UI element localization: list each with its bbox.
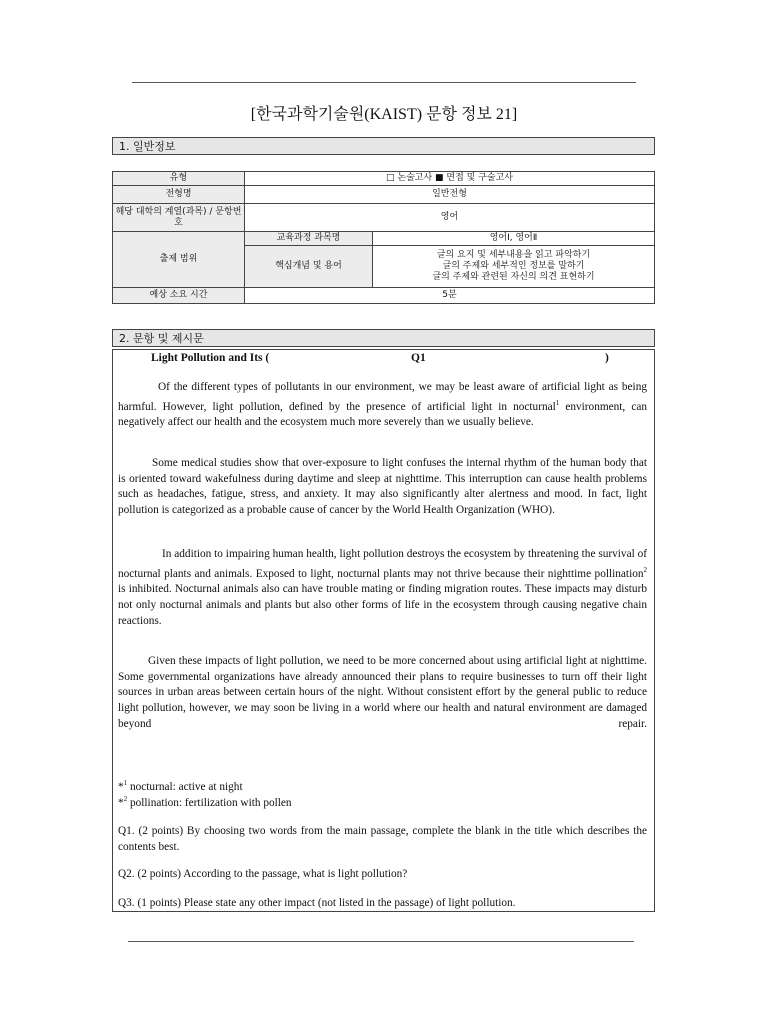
section-general-info: 1. 일반정보: [112, 137, 655, 155]
track-value: 일반전형: [245, 186, 655, 204]
track-label: 전형명: [113, 186, 245, 204]
scope-label: 출제 범위: [113, 232, 245, 288]
footnote-2-text: pollination: fertilization with pollen: [127, 796, 292, 809]
passage-title: [151, 352, 611, 364]
concepts-label: 핵심개념 및 용어: [245, 246, 373, 288]
footnote-1-text: nocturnal: active at night: [127, 780, 243, 793]
curriculum-label: 교육과정 과목명: [245, 232, 373, 246]
section-question-passage: 2. 문항 및 제시문: [112, 329, 655, 347]
concept-line: 글의 주제와 관련된 자신의 의견 표현하기: [432, 272, 595, 282]
footnote-1-sup: 1: [123, 779, 128, 787]
curriculum-value: 영어Ⅰ, 영어Ⅱ: [373, 232, 655, 246]
subject-label: 해당 대학의 계열(과목) / 문항번호: [113, 204, 245, 232]
footnote-ref-2: 2: [643, 565, 647, 574]
top-rule: [132, 82, 636, 83]
info-table: [112, 171, 655, 304]
question-1: Q1. (2 points) By choosing two words from the main passage, complete the blank in the title which describes the contents best.: [118, 825, 647, 853]
footnote-1-mark: *: [118, 780, 124, 793]
paragraph-3-rest: is inhibited. Nocturnal animals also can have trouble mating or finding migration routes. These impacts may disturb not only nocturnal animals and plants but also other forms of life in the ecosystem through causing negative chain reactions.: [118, 583, 647, 627]
footnote-ref-1: 1: [555, 398, 560, 407]
time-value: 5분: [245, 288, 655, 304]
question-2: Q2. (2 points) According to the passage, what is light pollution?: [118, 868, 408, 880]
paragraph-3: [118, 547, 647, 629]
title-close-paren: ): [605, 352, 609, 364]
time-label: 예상 소요 시간: [113, 288, 245, 304]
paragraph-1: [118, 380, 647, 431]
footnote-2-mark: *: [118, 796, 124, 809]
paragraph-3-text: In addition to impairing human health, light pollution destroys the ecosystem by threatening the survival of nocturnal plants and animals. Exposed to light, nocturnal plants may not thrive because their nighttime pollination: [118, 548, 647, 580]
concept-line: 글의 주제와 세부적인 정보를 말하기: [442, 261, 585, 271]
bottom-rule: [128, 941, 634, 942]
type-label: 유형: [113, 172, 245, 186]
concepts-value: [373, 246, 655, 288]
concept-line: 글의 요지 및 세부내용을 읽고 파악하기: [436, 250, 591, 260]
paragraph-1-text: Of the different types of pollutants in our environment, we may be least aware of artificial light as being harmful. However, light pollution, defined by the presence of artificial light in nocturnal: [118, 381, 647, 413]
paragraph-4: Given these impacts of light pollution, we need to be more concerned about using artificial light at nighttime. Some governmental organizations have already announced their plans to require businesses to turn off their light sources in urban areas between certain hours of the night. Without consistent effort by the general public to reduce light pollution, however, we may soon be living in a world where our health and natural environment are damaged beyond repair.: [118, 655, 647, 730]
question-3: Q3. (1 points) Please state any other impact (not listed in the passage) of light pollution.: [118, 897, 516, 909]
paragraph-1-rest: environment, can negatively affect our health and the ecosystem much more severely than we usually believe.: [118, 400, 647, 429]
type-value: □ 논술고사 ■ 면접 및 구술고사: [245, 172, 655, 186]
subject-value: 영어: [245, 204, 655, 232]
footnote-2: [118, 792, 647, 811]
passage-title-text: Light Pollution and Its (: [151, 352, 270, 364]
passage-box: [112, 349, 655, 912]
paragraph-2: Some medical studies show that over-exposure to light confuses the internal rhythm of the human body that is oriented toward wakefulness during daytime and sleep at nighttime. This interruption can cause health problems such as headaches, fatigue, stress, and anxiety. It may also significantly alter alertness and mood. In fact, light pollution is categorized as a probable cause of cancer by the World Health Organization (WHO).: [118, 457, 647, 517]
page-title: [한국과학기술원(KAIST) 문항 정보 21]: [250, 106, 518, 123]
title-blank-q1: Q1: [411, 352, 426, 364]
footnote-2-sup: 2: [123, 795, 128, 803]
